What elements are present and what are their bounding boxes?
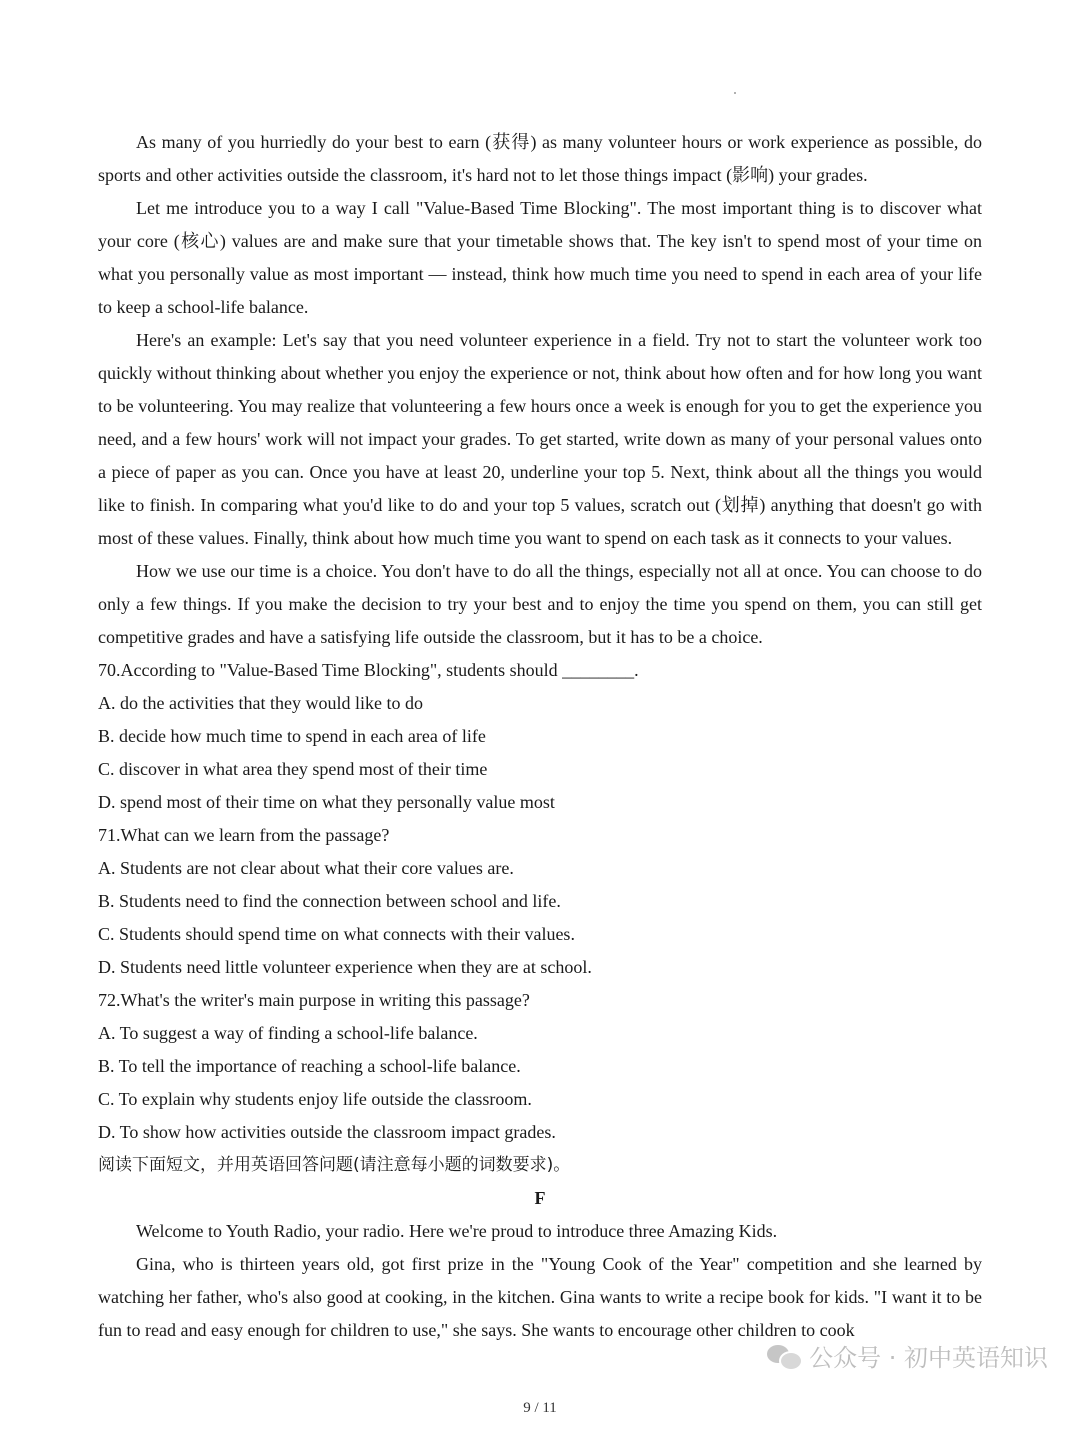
question-stem: 70.According to "Value-Based Time Blocking", students should ________. [98, 660, 639, 680]
scan-dot [734, 92, 736, 94]
question-option: B. To tell the importance of reaching a school-life balance. [98, 1056, 521, 1076]
question-option: B. Students need to find the connection between school and life. [98, 891, 561, 911]
passage-f-paragraph-1: Welcome to Youth Radio, your radio. Here we're proud to introduce three Amazing Kids. [136, 1221, 778, 1241]
question-70 [98, 654, 982, 819]
section-instruction: 阅读下面短文，并用英语回答问题(请注意每小题的词数要求)。 [98, 1155, 571, 1175]
question-option: C. To explain why students enjoy life outside the classroom. [98, 1089, 532, 1109]
question-option: D. Students need little volunteer experience when they are at school. [98, 957, 592, 977]
watermark-text: 公众号 · 初中英语知识 [809, 1344, 1048, 1372]
question-option: A. To suggest a way of finding a school-life balance. [98, 1023, 478, 1043]
question-stem: 72.What's the writer's main purpose in writing this passage? [98, 990, 530, 1010]
passage-f-paragraph-2: Gina, who is thirteen years old, got first prize in the "Young Cook of the Year" competition and she learned by watching her father, who's also good at cooking, in the kitchen. Gina wants to write a recipe book for kids. "I want it to be fun to read and easy enough for children to use," she says. She wants to encourage other children to cook [98, 1254, 982, 1340]
paragraph-2: Let me introduce you to a way I call "Value-Based Time Blocking". The most important thing is to discover what your core (核心) values are and make sure that your timetable shows that. The key isn't to spend most of your time on what you personally value as most important — instead, think how much time you need to spend in each area of your life to keep a school-life balance. [98, 198, 982, 317]
section-letter: F [534, 1188, 546, 1208]
question-71 [98, 819, 982, 984]
question-option: B. decide how much time to spend in each area of life [98, 726, 486, 746]
question-option: D. spend most of their time on what they personally value most [98, 792, 555, 812]
paragraph-3: Here's an example: Let's say that you need volunteer experience in a field. Try not to start the volunteer work too quickly without thinking about whether you enjoy the experience or not, think about how often and for how long you want to be volunteering. You may realize that volunteering a few hours once a week is enough for you to get the experience you need, and a few hours' work will not impact your grades. To get started, write down as many of your personal values onto a piece of paper as you can. Once you have at least 20, underline your top 5. Next, think about all the things you would like to finish. In comparing what you'd like to do and your top 5 values, scratch out (划掉) anything that doesn't go with most of these values. Finally, think about how much time you want to spend on each task as it connects to your values. [98, 330, 982, 548]
watermark [767, 1338, 1048, 1373]
paragraph-1: As many of you hurriedly do your best to earn (获得) as many volunteer hours or work experience as possible, do sports and other activities outside the classroom, it's hard not to let those things impact (影响) your grades. [98, 132, 982, 185]
question-option: C. discover in what area they spend most of their time [98, 759, 488, 779]
paragraph-4: How we use our time is a choice. You don't have to do all the things, especially not all at once. You can choose to do only a few things. If you make the decision to try your best and to enjoy the time you spend on them, you can still get competitive grades and have a satisfying life outside the classroom, but it has to be a choice. [98, 561, 982, 647]
question-option: A. Students are not clear about what their core values are. [98, 858, 514, 878]
question-72 [98, 984, 982, 1149]
question-option: A. do the activities that they would like to do [98, 693, 423, 713]
document-content [98, 126, 982, 1347]
page-number: 9 / 11 [523, 1400, 557, 1416]
question-option: D. To show how activities outside the classroom impact grades. [98, 1122, 556, 1142]
question-option: C. Students should spend time on what connects with their values. [98, 924, 575, 944]
question-stem: 71.What can we learn from the passage? [98, 825, 390, 845]
wechat-icon [767, 1343, 801, 1369]
